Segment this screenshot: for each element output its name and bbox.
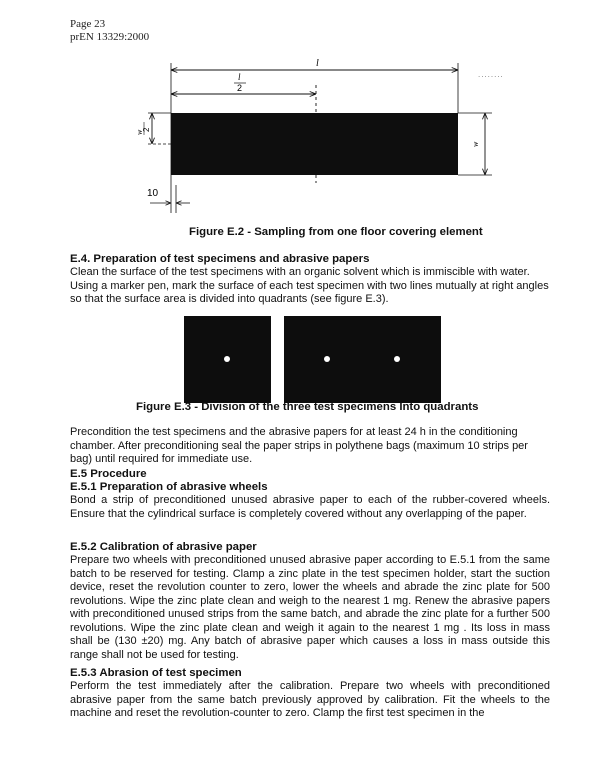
figure-e2-caption: Figure E.2 - Sampling from one floor covering element [189,226,483,238]
sample-strip [171,113,458,175]
paragraph-e51: Bond a strip of preconditioned unused abrasive paper to each of the rubber-covered wheels. Ensure that the cylindrical surface is completely covered without any overlapping of the paper. [70,494,550,520]
figure-e3-caption: Figure E.3 - Division of the three test specimens Into quadrants [136,401,479,413]
paragraph-e52: Prepare two wheels with preconditioned unused abrasive paper according to E.5.1 from the same batch to be reserved for testing. Clamp a zinc plate in the test specimen holder, start the suction device, reset the revolution counter to zero, lower the wheels and abrade the zinc plate for 500 revolutions. Wipe the zinc plate clean and weigh to the nearest 1 mg. Renew the abrasive papers with preconditioned unused strips from the same batch, and abrade the zinc plate for a further 500 revolutions. Wipe the zinc plate clean and weigh it again to the nearest 1 mg . Its loss in mass shall be (130 ±20) mg. Any batch of abrasive paper which causes a loss in mass outside this range shall not be used for testing. [70,554,550,661]
heading-e51: E.5.1 Preparation of abrasive wheels [70,481,268,493]
marker-dot [394,356,400,362]
figure-e2-diagram [130,55,510,220]
heading-e52: E.5.2 Calibration of abrasive paper [70,541,257,553]
corner-marks: ........ [478,70,504,79]
label-w: w [471,141,480,147]
label-w-half-num: w [135,129,144,135]
marker-dot [224,356,230,362]
heading-e4: E.4. Preparation of test specimens and abrasive papers [70,253,370,265]
label-10: 10 [147,188,159,199]
marker-dot [324,356,330,362]
paragraph-precondition: Precondition the test specimens and the abrasive papers for at least 24 h in the conditioning chamber. After preconditioning seal the paper strips in polythene bags (maximum 10 strips per bag) until required for immediate use. [70,426,528,465]
paragraph-e4: Clean the surface of the test specimens with an organic solvent which is immiscible with water. Using a marker pen, mark the surface of each test specimen with two lines mutually at right angles so that the surface area is divided into quadrants (see figure E.3). [70,266,549,305]
page-number: Page 23 [70,18,106,30]
label-l-half-num: l [238,72,241,82]
specimen-square-1 [184,316,271,403]
document-id: prEN 13329:2000 [70,31,150,43]
specimen-square-3 [354,316,441,403]
heading-e5: E.5 Procedure [70,468,147,480]
paragraph-e53: Perform the test immediately after the calibration. Prepare two wheels with preconditioned abrasive paper from the same batch previously approved by calibration. Fit the wheels to the machine and reset the revolution-counter to zero. Clamp the first test specimen in the [70,680,550,719]
label-l-half-den: 2 [237,83,243,93]
label-l: l [316,58,319,69]
heading-e53: E.5.3 Abrasion of test specimen [70,667,242,679]
label-w-half-den: 2 [142,127,151,132]
